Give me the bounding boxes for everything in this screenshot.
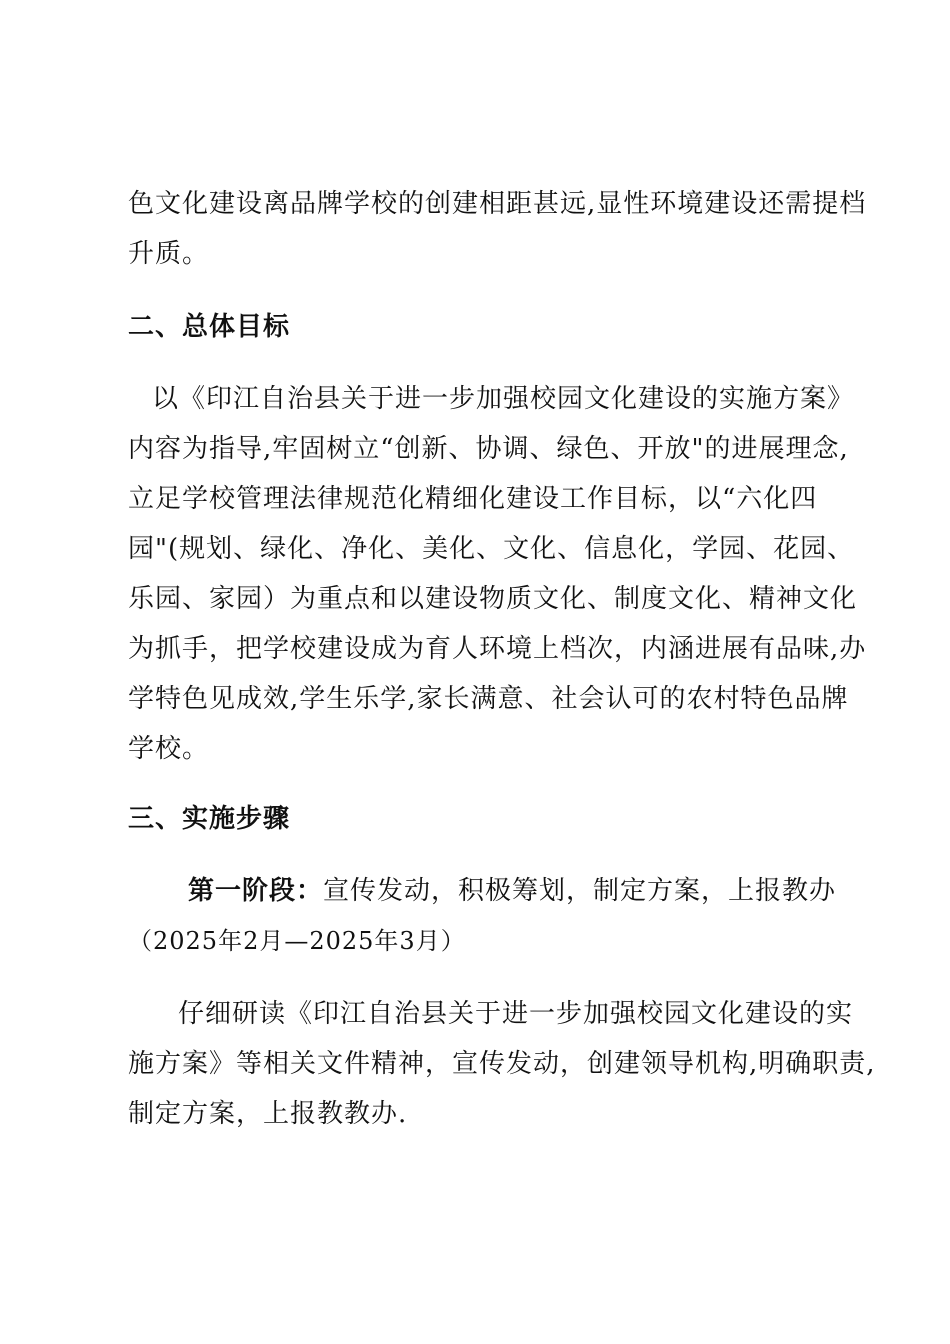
paragraph-line: 为抓手，把学校建设成为育人环境上档次，内涵进展有品味,办 [128,634,867,664]
stage-one-text: 宣传发动，积极筹划，制定方案，上报教办 [323,876,837,906]
stage-one-line [188,873,836,909]
paragraph-line: 色文化建设离品牌学校的创建相距甚远,显性环境建设还需提档 [128,189,867,219]
stage-one-label: 第一阶段： [188,876,324,906]
paragraph-line: 升质。 [128,239,210,269]
paragraph-line: 仔细研读《印江自治县关于进一步加强校园文化建设的实 [178,999,854,1029]
section-heading-implementation-steps: 三、实施步骤 [128,804,291,834]
paragraph-line: 内容为指导,牢固树立“创新、协调、绿色、开放"的进展理念, [128,434,849,464]
paragraph-line: 学特色见成效,学生乐学,家长满意、社会认可的农村特色品牌 [128,684,849,714]
paragraph-line: 施方案》等相关文件精神，宣传发动，创建领导机构,明确职责, [128,1049,876,1079]
paragraph-line: 制定方案，上报教教办. [128,1099,408,1129]
paragraph-line: 立足学校管理法律规范化精细化建设工作目标，以“六化四 [128,484,818,514]
paragraph-line: 乐园、家园）为重点和以建设物质文化、制度文化、精神文化 [128,584,858,614]
stage-one-date: （2025年2月—2025年3月） [128,927,466,955]
paragraph-line: 园"(规划、绿化、净化、美化、文化、信息化，学园、花园、 [128,534,855,564]
section-heading-overall-goals: 二、总体目标 [128,312,291,342]
paragraph-line: 以《印江自治县关于进一步加强校园文化建设的实施方案》 [152,384,855,414]
paragraph-line: 学校。 [128,734,210,764]
